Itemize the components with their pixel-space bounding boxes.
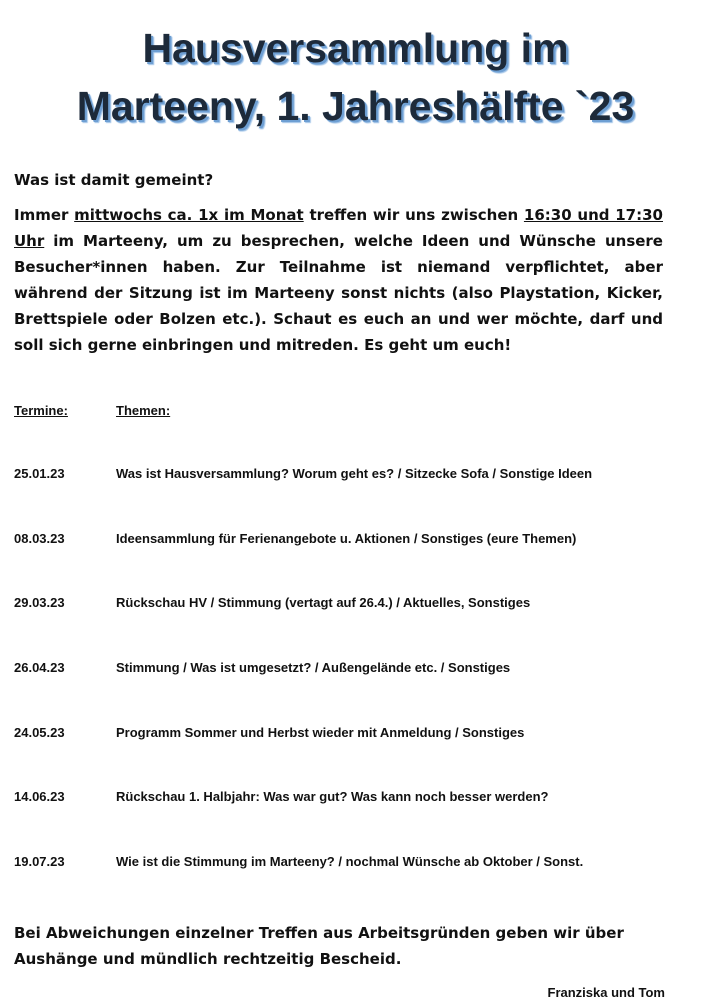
schedule-row xyxy=(14,725,684,790)
row-date: 08.03.23 xyxy=(14,530,65,546)
schedule-table xyxy=(14,403,684,870)
schedule-row xyxy=(14,531,684,596)
row-date: 19.07.23 xyxy=(14,854,65,870)
schedule-row xyxy=(14,660,684,725)
intro-section xyxy=(14,170,663,358)
page-title xyxy=(0,0,711,135)
footer-note: Bei Abweichungen einzelner Treffen aus Arbeitsgründen geben wir über Aushänge und mündlich rechtzeitig Bescheid. xyxy=(14,924,624,968)
intro-text-3: im Marteeny, um zu besprechen, welche Ideen und Wünsche unsere Besucher*innen haben. Zur Teilnahme ist niemand verpflichtet, aber während der Sitzung ist im Marteeny sonst nichts (also Playstation, Kicker, Brettspiele oder Bolzen etc.). Schaut es euch an und wer möchte, darf und soll sich gerne einbringen und mitreden. Es geht um euch! xyxy=(14,232,663,354)
row-topic: Ideensammlung für Ferienangebote u. Aktionen / Sonstiges (eure Themen) xyxy=(116,530,577,546)
row-topic: Wie ist die Stimmung im Marteeny? / nochmal Wünsche ab Oktober / Sonst. xyxy=(116,854,584,870)
schedule-row xyxy=(14,854,684,919)
row-topic: Stimmung / Was ist umgesetzt? / Außengelände etc. / Sonstiges xyxy=(116,660,511,676)
schedule-rows xyxy=(14,466,684,919)
intro-paragraph xyxy=(14,202,663,358)
title-line-2: Marteeny, 1. Jahreshälfte `23 xyxy=(76,83,635,129)
schedule-row xyxy=(14,466,684,531)
schedule-row xyxy=(14,789,684,854)
header-topics: Themen: xyxy=(116,403,171,418)
row-date: 29.03.23 xyxy=(14,595,65,611)
title-line-1: Hausversammlung im xyxy=(142,25,569,71)
intro-question: Was ist damit gemeint? xyxy=(14,171,214,189)
row-date: 14.06.23 xyxy=(14,789,65,805)
header-dates: Termine: xyxy=(14,403,68,418)
signature: Franziska und Tom xyxy=(547,985,665,1000)
row-topic: Rückschau HV / Stimmung (vertagt auf 26.4.) / Aktuelles, Sonstiges xyxy=(116,595,531,611)
schedule-header xyxy=(14,403,684,423)
schedule-row xyxy=(14,595,684,660)
row-topic: Rückschau 1. Halbjahr: Was war gut? Was kann noch besser werden? xyxy=(116,789,549,805)
intro-text-1: Immer xyxy=(14,206,75,224)
row-date: 25.01.23 xyxy=(14,466,65,481)
row-topic: Programm Sommer und Herbst wieder mit Anmeldung / Sonstiges xyxy=(116,724,525,740)
row-date: 26.04.23 xyxy=(14,660,65,676)
intro-text-2: treffen wir uns zwischen xyxy=(303,206,524,224)
row-topic: Was ist Hausversammlung? Worum geht es? / Sitzecke Sofa / Sonstige Ideen xyxy=(116,466,593,481)
intro-underline-weekday: mittwochs ca. 1x im Monat xyxy=(74,206,304,224)
footer-section xyxy=(14,920,651,972)
row-date: 24.05.23 xyxy=(14,724,65,740)
intro-underline-time: 16:30 und 17:30 Uhr xyxy=(14,206,663,250)
